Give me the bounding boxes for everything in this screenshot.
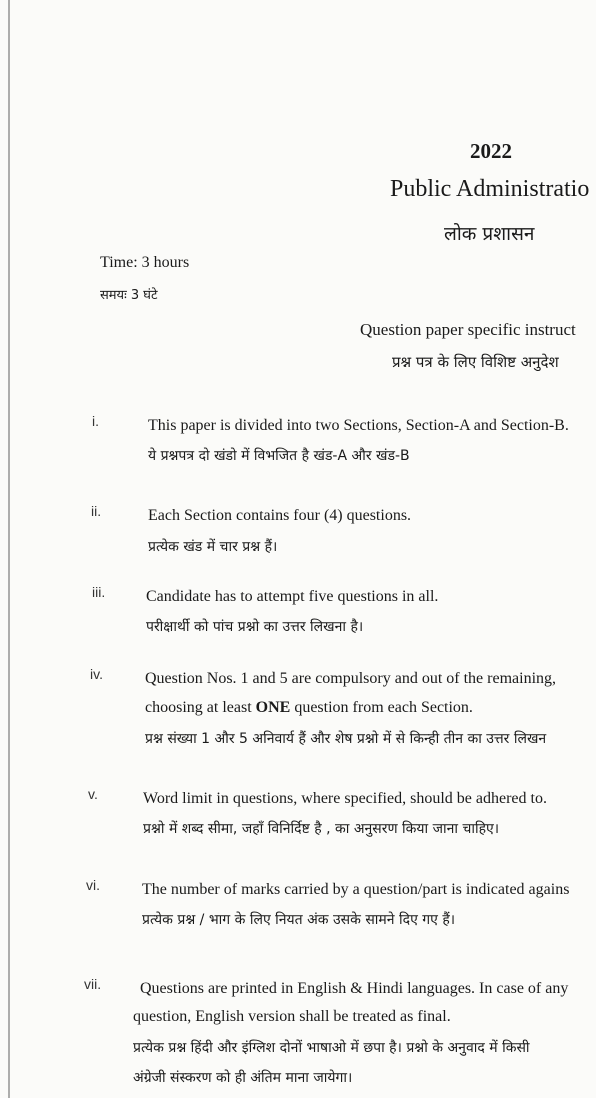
instruction-text-english: Each Section contains four (4) questions.: [148, 507, 412, 524]
instruction-text-hindi: ये प्रश्नपत्र दो खंडो में विभजित है खंड-A और खंड-B: [148, 448, 410, 464]
instruction-text-hindi-line2: अंग्रेजी संस्करण को ही अंतिम माना जायेगा।: [133, 1070, 353, 1086]
instruction-text-english: Word limit in questions, where specified, should be adhered to.: [143, 790, 547, 807]
instruction-text-english: Candidate has to attempt five questions in all.: [146, 588, 439, 605]
instruction-text-english: The number of marks carried by a question/part is indicated agains: [142, 881, 570, 898]
instruction-text-hindi: प्रत्येक प्रश्न / भाग के लिए नियत अंक उसके सामने दिए गए हैं।: [142, 912, 456, 928]
instruction-text-hindi: प्रश्न संख्या 1 और 5 अनिवार्य हैं और शेष प्रश्नो में से किन्ही तीन का उत्तर लिखन: [145, 731, 547, 747]
exam-year: 2022: [470, 139, 512, 163]
instruction-text-hindi: परीक्षार्थी को पांच प्रश्नो का उत्तर लिखना है।: [146, 619, 364, 635]
instructions-heading-english: Question paper specific instruct: [360, 320, 576, 339]
subject-title-hindi: लोक प्रशासन: [444, 223, 535, 245]
instruction-number: i.: [92, 413, 99, 429]
instruction-text-english-line2: choosing at least ONE question from each Section.: [145, 699, 473, 716]
instruction-text-hindi: प्रत्येक प्रश्न हिंदी और इंग्लिश दोनों भाषाओ में छपा है। प्रश्नो के अनुवाद में किसी: [133, 1040, 530, 1056]
instruction-number: v.: [88, 786, 98, 802]
instruction-number: vi.: [86, 877, 100, 893]
time-hindi: समयः 3 घंटे: [100, 288, 158, 303]
instruction-number: vii.: [84, 976, 102, 992]
instruction-number: iii.: [92, 584, 106, 600]
instruction-number: ii.: [91, 503, 102, 519]
instruction-text-hindi: प्रत्येक खंड में चार प्रश्न हैं।: [148, 539, 278, 555]
instruction-text-english-line2: question, English version shall be treated as final.: [133, 1008, 451, 1025]
instruction-number: iv.: [90, 666, 103, 682]
page-edge-line: [8, 0, 10, 1098]
instruction-text-english: Questions are printed in English & Hindi languages. In case of any: [140, 980, 569, 997]
time-english: Time: 3 hours: [100, 254, 190, 271]
emphasis-one: ONE: [255, 699, 291, 716]
subject-title-english: Public Administratio: [390, 176, 590, 202]
instruction-text-hindi: प्रश्नो में शब्द सीमा, जहाँ विनिर्दिष्ट है , का अनुसरण किया जाना चाहिए।: [143, 821, 500, 837]
instruction-text-english: This paper is divided into two Sections, Section-A and Section-B.: [148, 417, 569, 434]
instructions-heading-hindi: प्रश्न पत्र के लिए विशिष्ट अनुदेश: [392, 353, 559, 371]
instruction-text-english: Question Nos. 1 and 5 are compulsory and out of the remaining,: [145, 670, 557, 687]
